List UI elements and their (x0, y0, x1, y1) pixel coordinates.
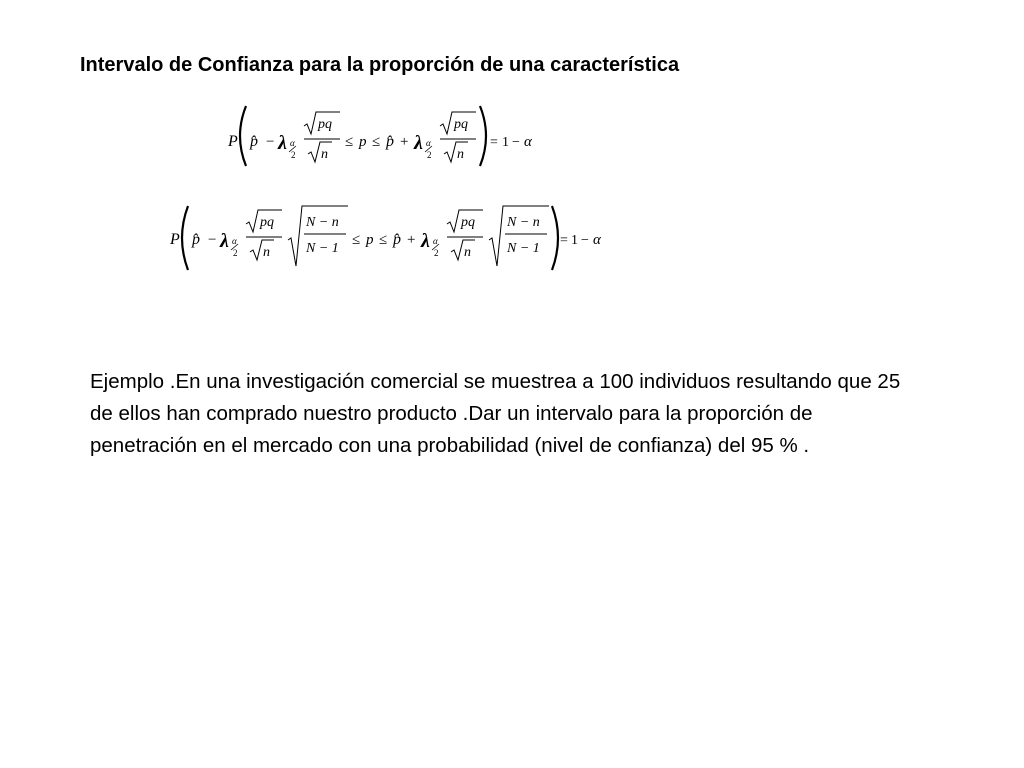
plus-sign: + (400, 134, 409, 150)
leq-sign: ≤ (352, 232, 361, 248)
alpha-subscript: α (290, 138, 295, 148)
p-hat-2: p̂ (386, 133, 394, 150)
fpc-numerator: N − n (306, 215, 339, 230)
two-subscript: 2 (233, 248, 238, 258)
p-hat: p̂ (250, 133, 258, 150)
p-hat-2: p̂ (393, 231, 401, 248)
finite-population-formula (170, 200, 620, 280)
right-paren (552, 206, 558, 270)
lambda-symbol-2: λ (421, 230, 430, 252)
sqrt-n-radical-2 (444, 142, 468, 162)
alpha-subscript-2: α (433, 236, 438, 246)
leq-sign-2: ≤ (379, 232, 388, 248)
sqrt-n-radical (250, 240, 274, 260)
rhs-alpha: α (593, 232, 601, 248)
slide-title: Intervalo de Confianza para la proporción de una característica (80, 54, 680, 76)
one-text: 1 (571, 233, 578, 248)
fpc-denominator-2: N − 1 (507, 241, 540, 256)
n-text: n (321, 147, 328, 162)
rhs-minus-sign: − (581, 233, 589, 248)
fpc-denominator: N − 1 (306, 241, 339, 256)
confidence-interval-formula (228, 100, 558, 172)
formula-svg (228, 100, 558, 172)
equals-sign: = (560, 233, 568, 248)
two-subscript: 2 (291, 150, 296, 160)
n-text: n (263, 245, 270, 260)
pq-text: pq (318, 117, 332, 132)
pq-text-2: pq (461, 215, 475, 230)
minus-sign: − (208, 232, 217, 248)
p-symbol: p (359, 134, 367, 150)
lambda-symbol: λ (278, 132, 287, 154)
rhs-alpha: α (524, 134, 532, 150)
leq-sign: ≤ (345, 134, 354, 150)
minus-sign: − (266, 134, 275, 150)
two-subscript-2: 2 (427, 150, 432, 160)
formula-svg-2 (170, 200, 620, 280)
left-paren (240, 106, 246, 166)
n-text-2: n (464, 245, 471, 260)
rhs-minus-sign: − (512, 135, 520, 150)
pq-text: pq (260, 215, 274, 230)
sqrt-n-radical-2 (451, 240, 475, 260)
p-symbol: p (366, 232, 374, 248)
right-paren (480, 106, 486, 166)
n-text-2: n (457, 147, 464, 162)
alpha-subscript: α (232, 236, 237, 246)
leq-sign-2: ≤ (372, 134, 381, 150)
example-paragraph: Ejemplo .En una investigación comercial se muestrea a 100 individuos resultando que 25 de ellos han comprado nuestro producto .Dar un intervalo para la proporción de penetración en el mercado con una probabilidad (nivel de confianza) del 95 % . (90, 370, 901, 457)
plus-sign: + (407, 232, 416, 248)
equals-sign: = (490, 135, 498, 150)
probability-symbol: P (228, 133, 238, 150)
probability-symbol: P (170, 231, 180, 248)
fpc-numerator-2: N − n (507, 215, 540, 230)
one-text: 1 (502, 135, 509, 150)
sqrt-n-radical (308, 142, 332, 162)
lambda-symbol-2: λ (414, 132, 423, 154)
pq-text-2: pq (454, 117, 468, 132)
p-hat: p̂ (192, 231, 200, 248)
two-subscript-2: 2 (434, 248, 439, 258)
left-paren (182, 206, 188, 270)
alpha-subscript-2: α (426, 138, 431, 148)
lambda-symbol: λ (220, 230, 229, 252)
